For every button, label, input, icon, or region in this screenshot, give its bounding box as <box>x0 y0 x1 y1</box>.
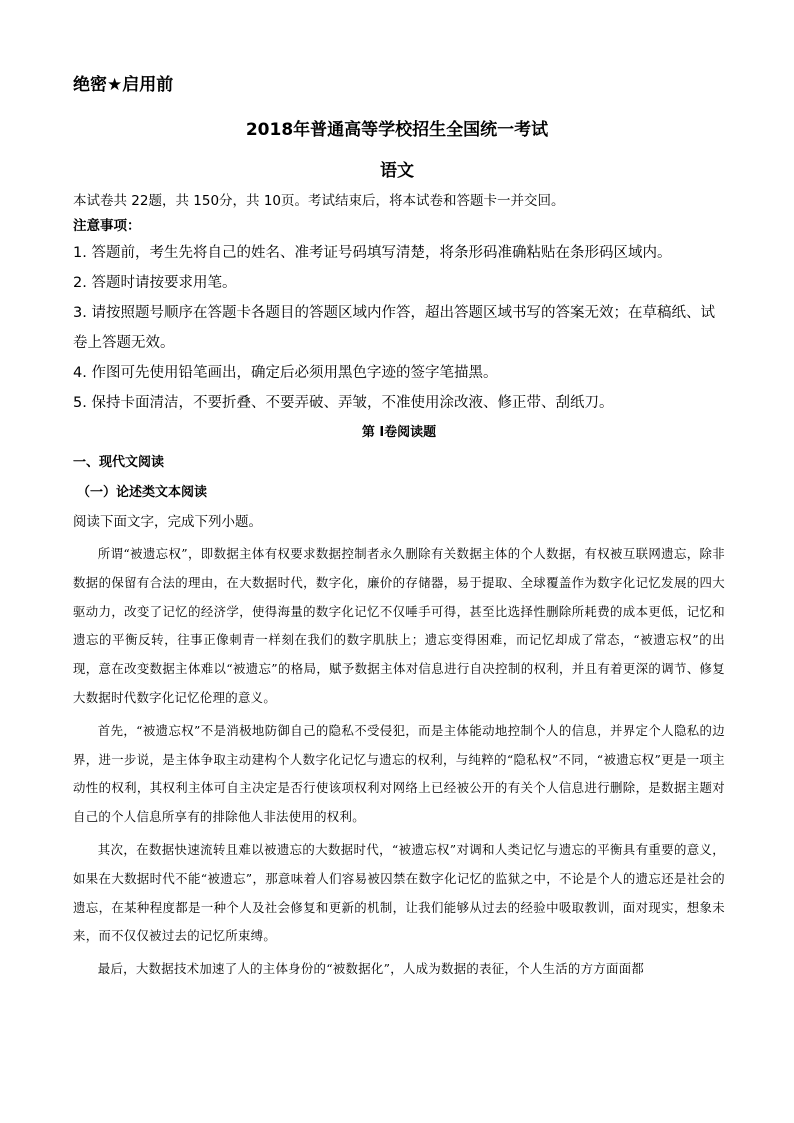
passage-paragraph: 所谓“被遗忘权”，即数据主体有权要求数据控制者永久删除有关数据主体的个人数据，有权被互联网遗忘，除非数据的保留有合法的理由，在大数据时代，数字化，廉价的存储器，易于提取、全球覆盖作为数字化记忆发展的四大驱动力，改变了记忆的经济学，使得海量的数字化记忆不仅唾手可得，甚至比选择性删除所耗费的成本更低，记忆和遗忘的平衡反转，往事正像刺青一样刻在我们的数字肌肤上；遗忘变得困难，而记忆却成了常态，“被遗忘权”的出现，意在改变数据主体难以“被遗忘”的格局，赋予数据主体对信息进行自决控制的权利，并且有着更深的调节、修复大数据时代数字化记忆伦理的意义。 <box>73 546 725 705</box>
volume-title: 第 I卷阅读题 <box>361 425 437 440</box>
document-body <box>73 190 725 988</box>
notice-title: 注意事项： <box>73 218 141 234</box>
subject-title: 语文 <box>380 161 414 181</box>
exam-intro: 本试卷共 22题，共 150分，共 10页。考试结束后，将本试卷和答题卡一并交回。 <box>73 193 565 209</box>
passage-paragraph: 最后，大数据技术加速了人的主体身份的“被数据化”，人成为数据的表征，个人生活的方方面面都 <box>97 961 645 977</box>
reading-instruction: 阅读下面文字，完成下列小题。 <box>73 514 262 530</box>
passage-paragraph: 其次，在数据快速流转且难以被遗忘的大数据时代，“被遗忘权”对调和人类记忆与遗忘的平衡具有重要的意义，如果在大数据时代不能“被遗忘”，那意味着人们容易被囚禁在数字化记忆的监狱之中，不论是个人的遗忘还是社会的遗忘，在某种程度都是一种个人及社会修复和更新的机制，让我们能够从过去的经验中吸取教训，面对现实，想象未来，而不仅仅被过去的记忆所束缚。 <box>73 841 725 944</box>
section-title: 一、现代文阅读 <box>73 455 165 470</box>
notice-item: 1. 答题前，考生先将自己的姓名、准考证号码填写清楚，将条形码准确粘贴在条形码区域内。 <box>73 245 672 261</box>
confidential-label: 绝密★启用前 <box>73 75 174 95</box>
notice-item: 3. 请按照题号顺序在答题卡各题目的答题区域内作答，超出答题区域书写的答案无效；在草稿纸、试卷上答题无效。 <box>73 305 715 351</box>
exam-title: 2018年普通高等学校招生全国统一考试 <box>245 120 549 140</box>
passage-paragraph: 首先，“被遗忘权”不是消极地防御自己的隐私不受侵犯，而是主体能动地控制个人的信息，并界定个人隐私的边界，进一步说，是主体争取主动建构个人数字化记忆与遗忘的权利，与纯粹的“隐私权”不同，“被遗忘权”更是一项主动性的权利，其权利主体可自主决定是否行使该项权利对网络上已经被公开的有关个人信息进行删除，是数据主题对自己的个人信息所享有的排除他人非法使用的权利。 <box>73 722 725 825</box>
subsection-title: （一）论述类文本阅读 <box>77 485 208 500</box>
notice-item: 5. 保持卡面清洁，不要折叠、不要弄破、弄皱，不准使用涂改液、修正带、刮纸刀。 <box>73 395 614 411</box>
notice-item: 4. 作图可先使用铅笔画出，确定后必须用黑色字迹的签字笔描黑。 <box>73 365 498 381</box>
notice-item: 2. 答题时请按要求用笔。 <box>73 275 237 291</box>
